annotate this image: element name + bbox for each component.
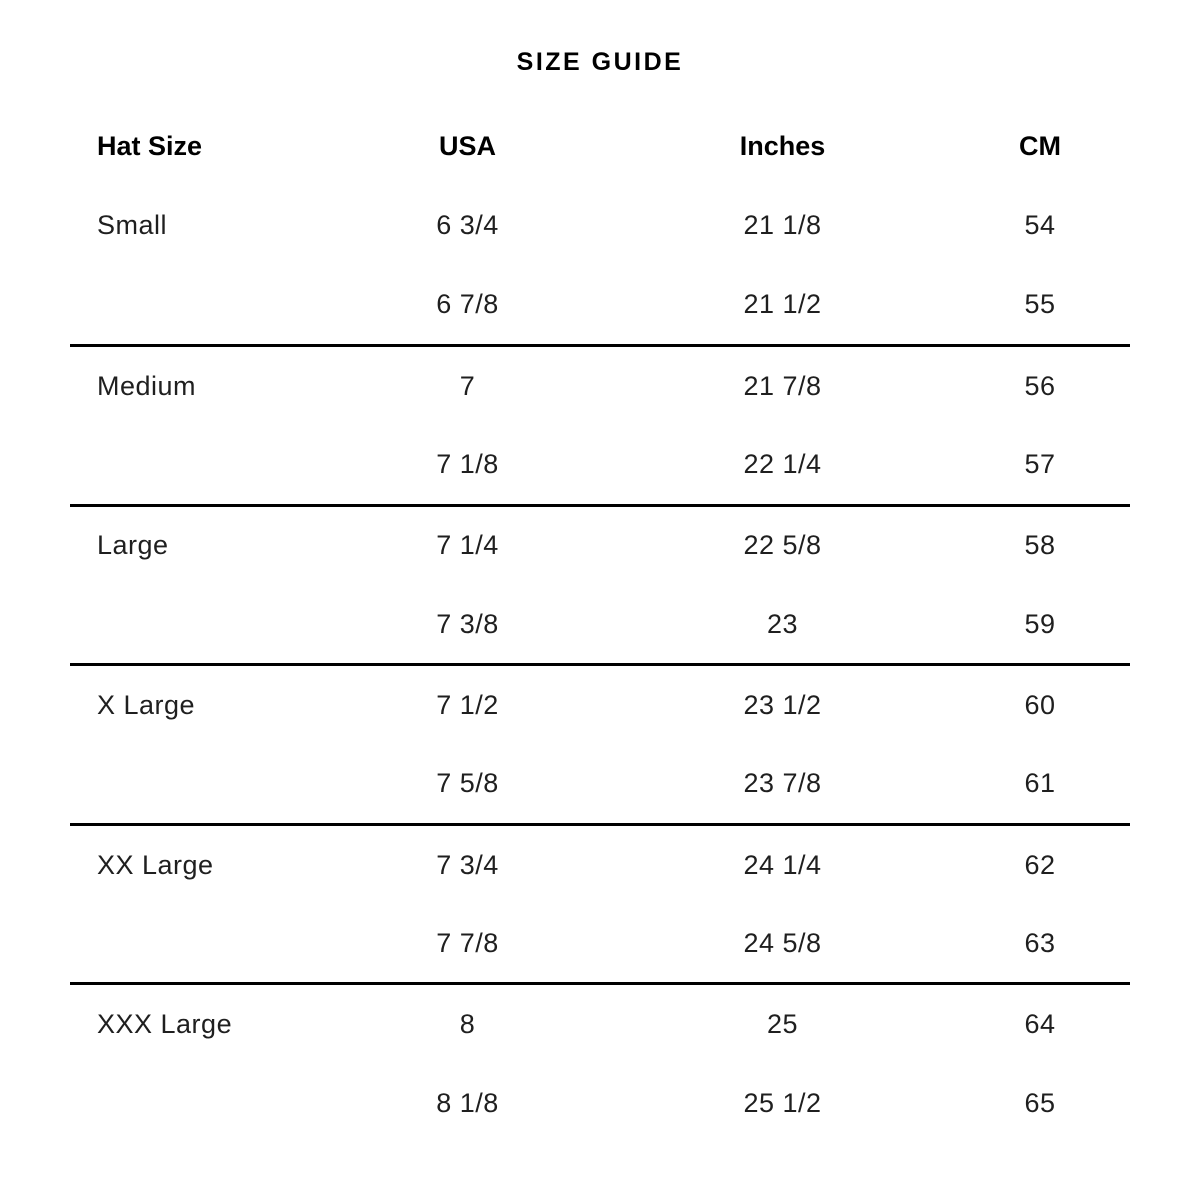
hat-size-cell: X Large	[97, 689, 196, 720]
inches-cell: 21 7/8	[743, 370, 822, 401]
table-row	[70, 984, 1130, 1064]
inches-cell: 21 1/2	[615, 266, 950, 346]
inches-cell: 25	[766, 1009, 799, 1040]
hat-size-cell	[70, 904, 320, 984]
inches-cell: 24 5/8	[615, 904, 950, 984]
table-row	[70, 1064, 1130, 1144]
hat-size-cell: Large	[97, 530, 169, 561]
hat-size-cell	[70, 585, 320, 665]
hat-size-cell: XX Large	[97, 849, 214, 880]
inches-cell: 21 1/8	[743, 210, 822, 241]
table-row	[70, 904, 1130, 984]
usa-cell: 7 1/2	[436, 689, 499, 720]
cm-cell: 57	[950, 425, 1130, 505]
cm-cell: 59	[950, 585, 1130, 665]
cm-cell: 65	[1024, 1088, 1056, 1119]
usa-cell: 7 3/8	[320, 585, 615, 665]
hat-size-cell	[70, 745, 320, 825]
table-row	[70, 585, 1130, 665]
inches-cell: 23	[615, 585, 950, 665]
hat-size-cell	[70, 1064, 320, 1144]
cm-cell: 54	[1024, 210, 1056, 241]
usa-cell: 7 1/4	[436, 530, 499, 561]
column-header-usa: USA	[438, 130, 496, 161]
cm-cell: 55	[950, 266, 1130, 346]
cm-cell: 64	[1024, 1009, 1056, 1040]
usa-cell: 7	[459, 370, 476, 401]
table-row	[70, 824, 1130, 904]
header-row	[70, 106, 1130, 186]
hat-size-cell: Small	[97, 210, 168, 241]
table-row	[70, 665, 1130, 745]
inches-cell: 23 1/2	[743, 689, 822, 720]
usa-cell: 6 7/8	[320, 266, 615, 346]
cm-cell: 63	[950, 904, 1130, 984]
hat-size-cell: Medium	[97, 370, 197, 401]
inches-cell: 22 1/4	[615, 425, 950, 505]
usa-cell: 6 3/4	[436, 210, 499, 241]
table-row	[70, 505, 1130, 585]
column-header-hat-size: Hat Size	[97, 130, 203, 161]
cm-cell: 58	[1024, 530, 1056, 561]
usa-cell: 7 3/4	[436, 849, 499, 880]
inches-cell: 22 5/8	[743, 530, 822, 561]
column-header-cm: CM	[1019, 130, 1061, 161]
table-row	[70, 346, 1130, 426]
page-title: SIZE GUIDE	[516, 48, 684, 76]
table-row	[70, 186, 1130, 266]
usa-cell: 8	[459, 1009, 476, 1040]
inches-cell: 23 7/8	[615, 745, 950, 825]
table-row	[70, 425, 1130, 505]
size-table-body	[70, 186, 1130, 1144]
hat-size-cell	[70, 425, 320, 505]
usa-cell: 7 1/8	[320, 425, 615, 505]
table-row	[70, 266, 1130, 346]
usa-cell: 7 7/8	[320, 904, 615, 984]
cm-cell: 56	[1024, 370, 1056, 401]
table-row	[70, 745, 1130, 825]
inches-cell: 24 1/4	[743, 849, 822, 880]
hat-size-cell: XXX Large	[97, 1009, 233, 1040]
size-guide-table	[70, 106, 1130, 1144]
inches-cell: 25 1/2	[743, 1088, 822, 1119]
cm-cell: 61	[950, 745, 1130, 825]
hat-size-cell	[70, 266, 320, 346]
usa-cell: 8 1/8	[436, 1088, 499, 1119]
cm-cell: 62	[1024, 849, 1056, 880]
usa-cell: 7 5/8	[320, 745, 615, 825]
cm-cell: 60	[1024, 689, 1056, 720]
column-header-inches: Inches	[739, 130, 826, 161]
